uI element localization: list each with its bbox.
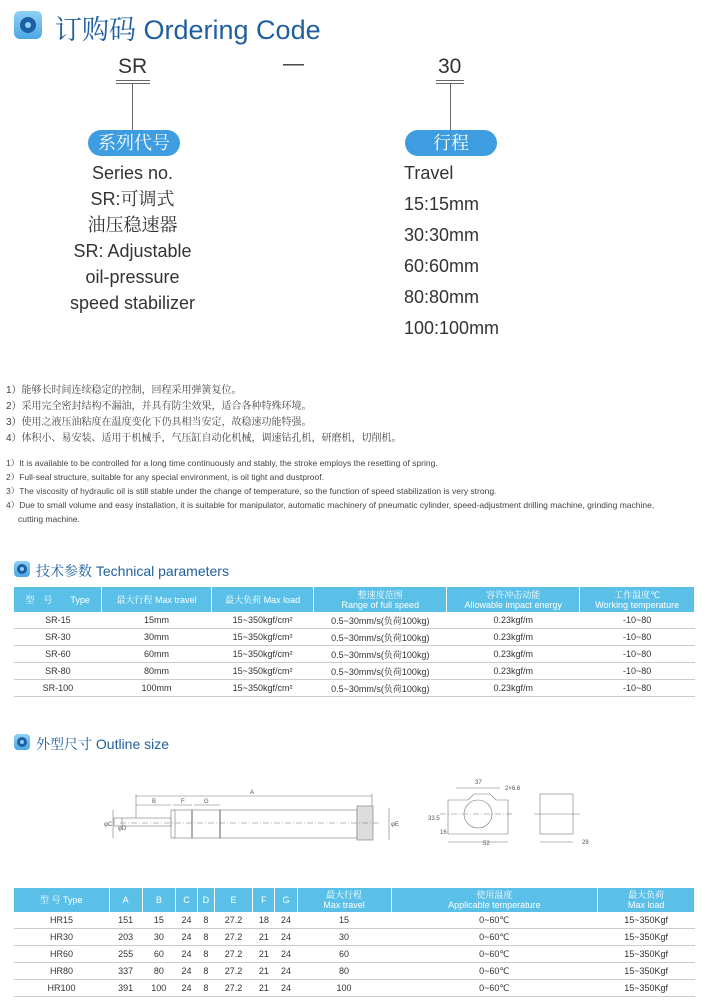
table-cell: 15~350Kgf [598, 929, 695, 946]
table-cell: 24 [275, 929, 297, 946]
column-header: B [142, 888, 175, 912]
table-cell: 15~350kgf/cm² [211, 612, 314, 629]
table-cell: 15~350kgf/cm² [211, 646, 314, 663]
column-header: 最大行程 Max travel [297, 888, 391, 912]
table-cell: 203 [109, 929, 142, 946]
table-cell: 60 [142, 946, 175, 963]
table-cell: -10~80 [580, 663, 695, 680]
table-cell: 30 [297, 929, 391, 946]
table-cell: 24 [275, 980, 297, 997]
table-cell: 30 [142, 929, 175, 946]
table-cell: 337 [109, 963, 142, 980]
table-cell: 27.2 [214, 963, 253, 980]
table-cell: 391 [109, 980, 142, 997]
column-header: 使用温度 Applicable temperature [391, 888, 598, 912]
table-cell: 60 [297, 946, 391, 963]
column-header: 最大行程 Max travel [102, 587, 211, 612]
table-cell: 255 [109, 946, 142, 963]
table-cell: 0.23kgf/m [447, 663, 580, 680]
table-row [14, 663, 695, 680]
dim-b: B [152, 799, 157, 805]
table-cell: 0.23kgf/m [447, 612, 580, 629]
table-cell: 8 [198, 912, 215, 929]
table-cell: 80 [297, 963, 391, 980]
table-cell: 15mm [102, 612, 211, 629]
table-cell: 15~350Kgf [598, 912, 695, 929]
column-header: D [198, 888, 215, 912]
table-cell: 24 [175, 929, 197, 946]
table-row [14, 963, 695, 980]
section-logo-icon [14, 561, 30, 577]
table-cell: SR-100 [14, 680, 102, 697]
page-title: 订购码 Ordering Code [55, 15, 321, 45]
table-cell: 0~60℃ [391, 912, 598, 929]
table-cell: 0.23kgf/m [447, 680, 580, 697]
table-cell: 15~350Kgf [598, 980, 695, 997]
table-cell: 0~60℃ [391, 946, 598, 963]
table-row [14, 680, 695, 697]
table-cell: 15~350Kgf [598, 946, 695, 963]
feature-en: 1）It is available to be controlled for a long time continuously and stably, the stroke employs the resetting of spring. [6, 458, 438, 468]
table-cell: 151 [109, 912, 142, 929]
table-row [14, 612, 695, 629]
column-header: F [253, 888, 275, 912]
column-header: 整速度范围 Range of full speed [314, 587, 447, 612]
divider [116, 80, 150, 81]
header-row [14, 587, 695, 612]
table-cell: 15~350Kgf [598, 963, 695, 980]
dim-g: G [204, 799, 209, 805]
table-cell: 15~350kgf/cm² [211, 629, 314, 646]
table-cell: 27.2 [214, 946, 253, 963]
tech-table [14, 587, 695, 697]
table-cell: HR30 [14, 929, 109, 946]
dim-f: F [181, 799, 185, 805]
table-cell: 30mm [102, 629, 211, 646]
table-cell: 24 [175, 963, 197, 980]
column-header: E [214, 888, 253, 912]
travel-line: 30:30mm [404, 225, 480, 245]
table-cell: 21 [253, 980, 275, 997]
connector-line [450, 84, 451, 130]
table-cell: HR80 [14, 963, 109, 980]
divider [116, 83, 150, 84]
table-cell: 0~60℃ [391, 929, 598, 946]
header-row [14, 888, 695, 912]
table-cell: 15 [142, 912, 175, 929]
table-cell: 15~350kgf/cm² [211, 663, 314, 680]
table-row [14, 946, 695, 963]
series-line: SR: Adjustable [73, 241, 192, 261]
tech-section-title: 技术参数 Technical parameters [36, 563, 229, 579]
travel-line: 15:15mm [404, 194, 480, 214]
table-cell: 80mm [102, 663, 211, 680]
travel-line: Travel [404, 163, 454, 183]
feature-cn: 2）采用完全密封结构不漏油，并具有防尘效果，适合各种特殊环境。 [6, 401, 312, 412]
series-description [40, 160, 225, 316]
series-line: SR:可调式 [90, 189, 175, 209]
travel-line: 80:80mm [404, 287, 480, 307]
table-cell: 18 [253, 912, 275, 929]
table-cell: 0.5~30mm/s(负荷100kg) [314, 663, 447, 680]
table-cell: 24 [275, 912, 297, 929]
series-badge: 系列代号 [88, 130, 180, 156]
feature-cn: 4）体积小、易安装、适用于机械手，气压缸自动化机械，调速钻孔机，研磨机，切削机。 [6, 433, 402, 444]
table-cell: -10~80 [580, 646, 695, 663]
table-row [14, 646, 695, 663]
table-cell: SR-15 [14, 612, 102, 629]
dim-c: φC [104, 822, 113, 828]
column-header: 最大负荷 Max load [598, 888, 695, 912]
table-cell: 60mm [102, 646, 211, 663]
column-header: 型 号 Type [14, 587, 102, 612]
table-cell: 8 [198, 946, 215, 963]
table-cell: 0.5~30mm/s(负荷100kg) [314, 646, 447, 663]
table-row [14, 629, 695, 646]
series-line: speed stabilizer [69, 293, 196, 313]
table-cell: 0~60℃ [391, 980, 598, 997]
table-row [14, 929, 695, 946]
column-header: 型 号 Type [14, 888, 109, 912]
divider [436, 80, 464, 81]
column-header: 工作温度℃ Working temperature [580, 587, 695, 612]
table-cell: SR-30 [14, 629, 102, 646]
feature-cn: 3）使用之液压油粘度在温度变化下仍具相当安定，故稳速功能特强。 [6, 417, 312, 428]
travel-line: 60:60mm [404, 256, 480, 276]
travel-line: 100:100mm [404, 318, 500, 338]
mount-front-view [440, 788, 514, 842]
travel-badge: 行程 [405, 130, 497, 156]
table-cell: 100 [142, 980, 175, 997]
column-header: A [109, 888, 142, 912]
table-cell: 0.5~30mm/s(负荷100kg) [314, 629, 447, 646]
dim-28: 28 [582, 840, 589, 846]
table-cell: 80 [142, 963, 175, 980]
code-dash: — [283, 52, 304, 75]
table-cell: HR100 [14, 980, 109, 997]
table-cell: 21 [253, 963, 275, 980]
section-logo-icon [14, 734, 30, 750]
feature-en: 2）Full-seal structure, suitable for any special environment, is oil tight and dustproof. [6, 472, 324, 482]
series-line: oil-pressure [85, 267, 180, 287]
code-travel: 30 [438, 55, 462, 78]
brand-logo-icon [14, 11, 42, 39]
column-header: C [175, 888, 197, 912]
dim-d: φD [118, 826, 127, 832]
table-cell: -10~80 [580, 612, 695, 629]
table-cell: SR-80 [14, 663, 102, 680]
table-cell: 0.5~30mm/s(负荷100kg) [314, 612, 447, 629]
table-cell: 27.2 [214, 980, 253, 997]
series-line: Series no. [91, 163, 174, 183]
table-cell: 24 [175, 946, 197, 963]
dim-37: 37 [475, 780, 482, 786]
table-cell: 8 [198, 929, 215, 946]
table-cell: 24 [275, 963, 297, 980]
features-en [6, 456, 656, 526]
dim-52: 52 [483, 841, 490, 847]
code-series: SR [118, 55, 148, 78]
column-header: 容许冲击动能 Allowable impact energy [447, 587, 580, 612]
table-cell: 0.23kgf/m [447, 629, 580, 646]
table-cell: 0~60℃ [391, 963, 598, 980]
travel-options [404, 158, 499, 344]
table-cell: 100 [297, 980, 391, 997]
table-cell: 24 [175, 912, 197, 929]
dimension-labels [104, 780, 589, 847]
table-cell: -10~80 [580, 629, 695, 646]
table-cell: 100mm [102, 680, 211, 697]
table-cell: HR60 [14, 946, 109, 963]
table-cell: 15~350kgf/cm² [211, 680, 314, 697]
dim-a: A [250, 790, 255, 796]
series-line: 油压稳速器 [87, 215, 178, 235]
features-cn [6, 383, 402, 447]
feature-cn: 1）能够长时间连续稳定的控制，回程采用弹簧复位。 [6, 385, 242, 396]
table-cell: 0.23kgf/m [447, 646, 580, 663]
dim-33-5: 33.5 [428, 816, 440, 822]
table-cell: HR15 [14, 912, 109, 929]
table-cell: 27.2 [214, 912, 253, 929]
outline-drawing [90, 770, 630, 860]
mount-side-view [534, 794, 580, 842]
table-cell: 21 [253, 946, 275, 963]
column-header: 最大负荷 Max load [211, 587, 314, 612]
table-cell: 0.5~30mm/s(负荷100kg) [314, 680, 447, 697]
feature-en: 3）The viscosity of hydraulic oil is still stable under the change of temperature, so the function of speed stabilization is very strong. [6, 486, 497, 496]
table-cell: 24 [275, 946, 297, 963]
table-cell: 27.2 [214, 929, 253, 946]
table-cell: 21 [253, 929, 275, 946]
connector-line [132, 84, 133, 130]
dim-16: 16 [440, 830, 447, 836]
table-cell: -10~80 [580, 680, 695, 697]
table-row [14, 980, 695, 997]
column-header: G [275, 888, 297, 912]
table-cell: SR-60 [14, 646, 102, 663]
table-cell: 15 [297, 912, 391, 929]
table-cell: 8 [198, 963, 215, 980]
feature-en: 4）Due to small volume and easy installation, it is suitable for manipulator, automatic machinery of pneumatic cylinder, speed-adjustment drilling machine, grinding machine, cutting machine. [6, 500, 655, 524]
table-cell: 24 [175, 980, 197, 997]
table-cell: 8 [198, 980, 215, 997]
dim-e: φE [391, 822, 399, 828]
outline-table [14, 888, 695, 997]
table-row [14, 912, 695, 929]
outline-section-title: 外型尺寸 Outline size [36, 736, 170, 752]
dim-holes: 2×6.6 [505, 786, 521, 792]
